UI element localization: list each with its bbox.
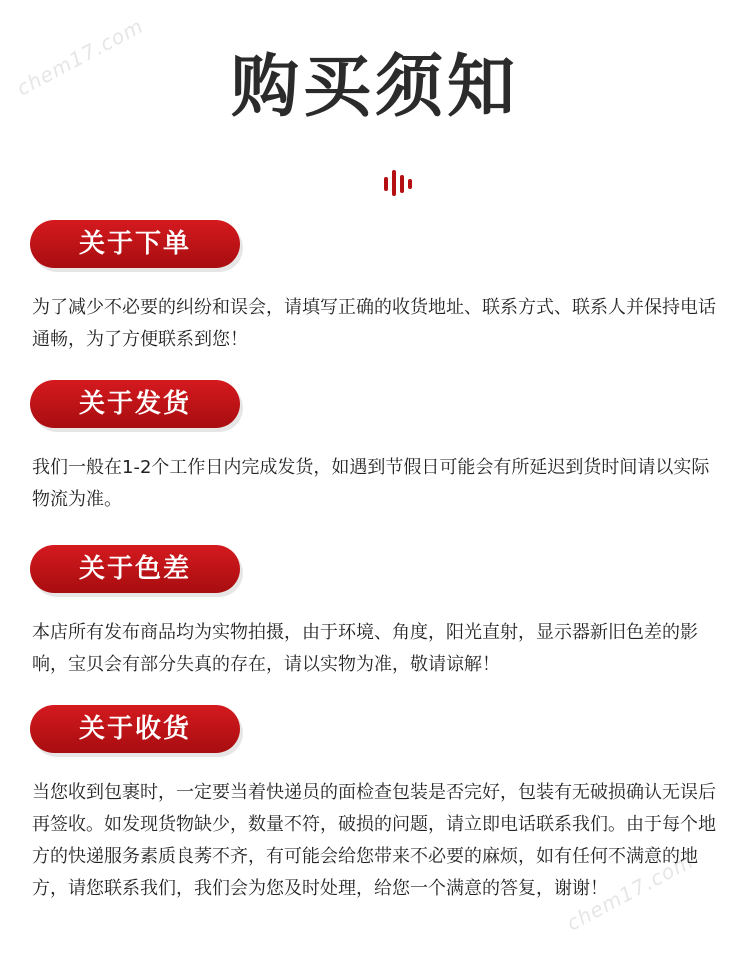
section-heading: 关于下单 [30, 220, 240, 268]
section-heading: 关于发货 [30, 380, 240, 428]
watermark-bottom: chem17.com [562, 848, 698, 936]
watermark-top: chem17.com [12, 13, 148, 101]
section-text: 当您收到包裹时，一定要当着快递员的面检查包装是否完好，包装有无破损确认无误后再签收。如发现货物缺少，数量不符，破损的问题，请立即电话联系我们。由于每个地方的快递服务素质良莠不齐，有可能会给您带来不必要的麻烦，如有任何不满意的地方，请您联系我们，我们会为您及时处理，给您一个满意的答复，谢谢！ [32, 782, 716, 899]
divider-bars-icon [384, 170, 412, 196]
section-heading: 关于收货 [30, 705, 240, 753]
page-title: 购买须知 [230, 48, 519, 127]
section-text: 我们一般在1-2个工作日内完成发货，如遇到节假日可能会有所延迟到货时间请以实际物流为准。 [32, 457, 710, 510]
section-heading: 关于色差 [30, 545, 240, 593]
section-text: 本店所有发布商品均为实物拍摄，由于环境、角度，阳光直射，显示器新旧色差的影响，宝贝会有部分失真的存在，请以实物为准，敬请谅解！ [32, 622, 698, 675]
section-text: 为了减少不必要的纠纷和误会，请填写正确的收货地址、联系方式、联系人并保持电话通畅，为了方便联系到您！ [32, 297, 716, 350]
